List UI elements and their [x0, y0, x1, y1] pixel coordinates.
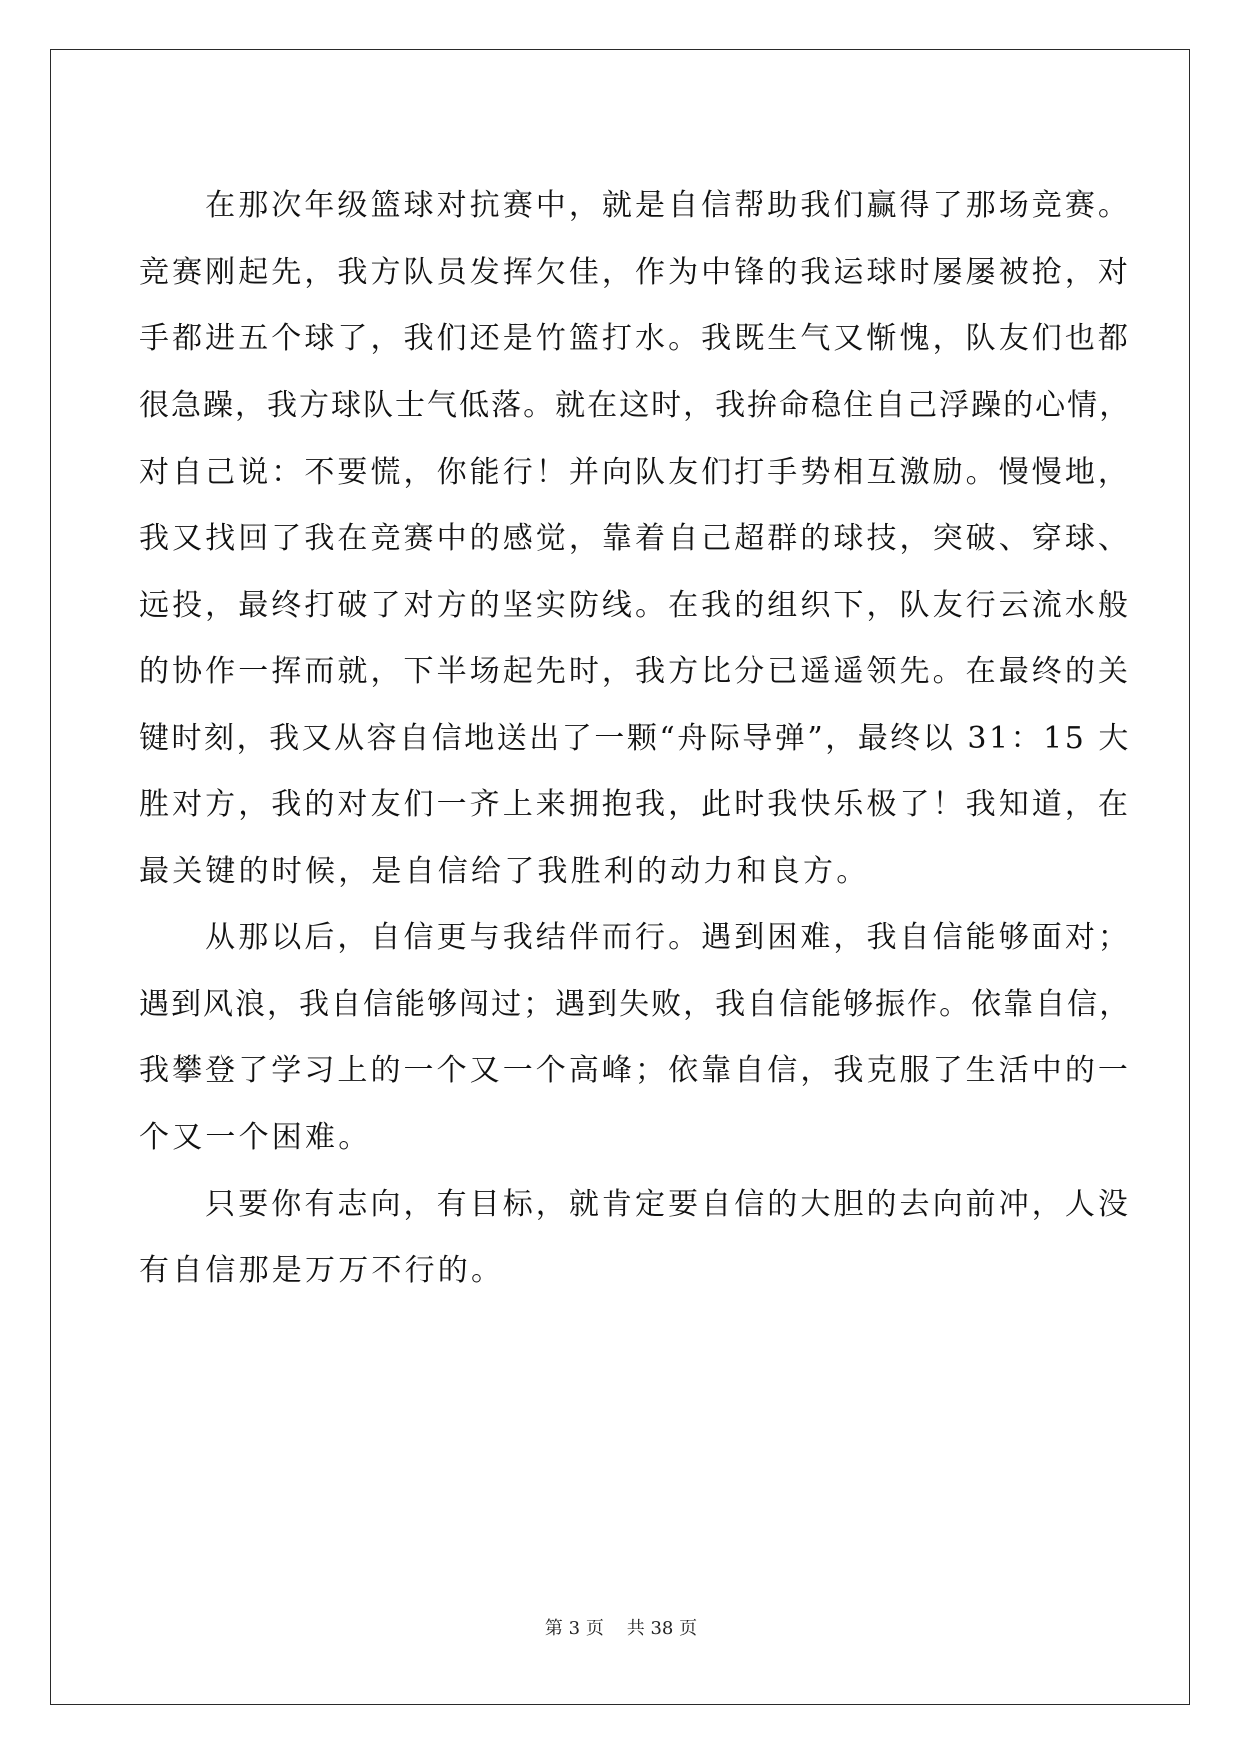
text-line: 的协作一挥而就，下半场起先时，我方比分已遥遥领先。在最终的关 [139, 654, 1131, 689]
page-total: 共 38 页 [626, 1618, 698, 1639]
text-line: 竞赛刚起先，我方队员发挥欠佳，作为中锋的我运球时屡屡被抢，对 [139, 255, 1131, 290]
page-frame [50, 49, 1190, 1705]
text-line: 只要你有志向，有目标，就肯定要自信的大胆的去向前冲，人没 [139, 1187, 1131, 1222]
text-line: 个又一个困难。 [139, 1120, 372, 1155]
text-line: 胜对方，我的对友们一齐上来拥抱我，此时我快乐极了！我知道，在 [139, 787, 1131, 822]
text-line: 键时刻，我又从容自信地送出了一颗“舟际导弹”，最终以 31：15 大 [139, 721, 1131, 756]
text-line: 很急躁，我方球队士气低落。就在这时，我拚命稳住自己浮躁的心情， [139, 388, 1132, 423]
text-line: 我攀登了学习上的一个又一个高峰；依靠自信，我克服了生活中的一 [139, 1053, 1131, 1088]
text-line: 遇到风浪，我自信能够闯过；遇到失败，我自信能够振作。依靠自信， [139, 987, 1132, 1022]
text-line: 最关键的时候，是自信给了我胜利的动力和良方。 [139, 854, 870, 889]
text-line: 手都进五个球了，我们还是竹篮打水。我既生气又惭愧，队友们也都 [139, 321, 1131, 356]
text-line: 从那以后，自信更与我结伴而行。遇到困难，我自信能够面对； [139, 920, 1131, 955]
page-footer [51, 1617, 1191, 1641]
text-line: 我又找回了我在竞赛中的感觉，靠着自己超群的球技，突破、穿球、 [139, 521, 1131, 556]
text-line: 在那次年级篮球对抗赛中，就是自信帮助我们赢得了那场竞赛。 [139, 188, 1131, 223]
text-line: 对自己说：不要慌，你能行！并向队友们打手势相互激励。慢慢地， [139, 455, 1131, 490]
page-number: 第 3 页 [544, 1618, 604, 1639]
text-line: 远投，最终打破了对方的坚实防线。在我的组织下，队友行云流水般 [139, 588, 1131, 623]
text-line: 有自信那是万万不行的。 [139, 1253, 505, 1288]
